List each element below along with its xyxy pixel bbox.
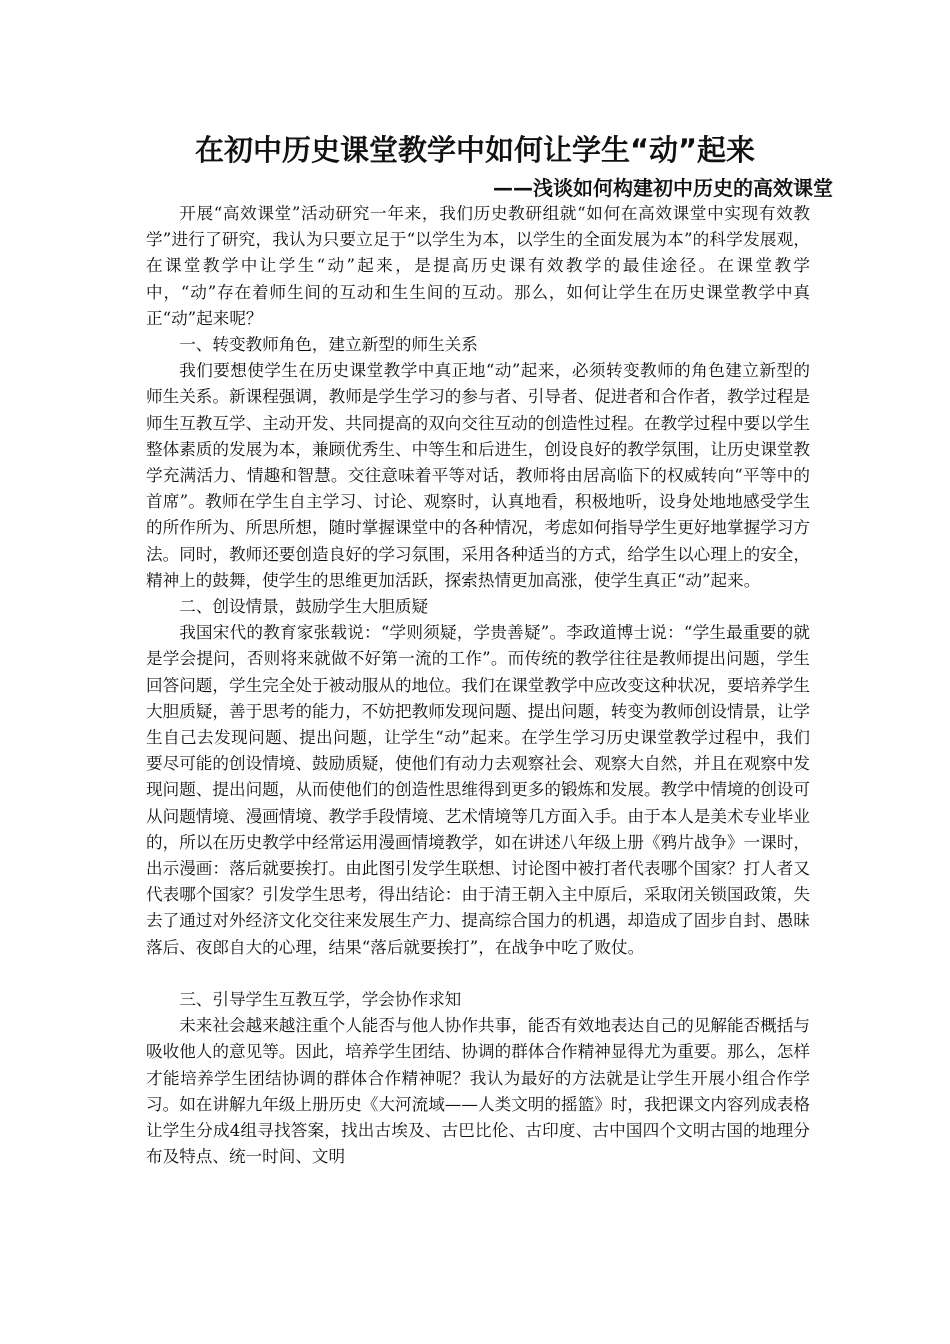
document-body	[146, 201, 810, 1170]
document-subtitle: ——浅谈如何构建初中历史的高效课堂	[493, 176, 833, 200]
paragraph-spacer	[146, 961, 810, 987]
section-heading-2: 二、创设情景，鼓励学生大胆质疑	[179, 597, 429, 617]
document-title: 在初中历史课堂教学中如何让学生“动”起来	[194, 133, 756, 167]
paragraph-section-2: 我国宋代的教育家张载说：“学则须疑，学贵善疑”。李政道博士说：“学生最重要的就是学会提问，否则将来就做不好第一流的工作”。而传统的教学往往是教师提出问题，学生回答问题，学生完全处于被动服从的地位。我们在课堂教学中应改变这种状况，要培养学生大胆质疑，善于思考的能力，不妨把教师发现问题、提出问题，转变为教师创设情景，让学生自己去发现问题、提出问题，让学生“动”起来。在学生学习历史课堂教学过程中，我们要尽可能的创设情境、鼓励质疑，使他们有动力去观察社会、观察大自然，并且在观察中发现问题、提出问题，从而使他们的创造性思维得到更多的锻炼和发展。教学中情境的创设可从问题情境、漫画情境、教学手段情境、艺术情境等几方面入手。由于本人是美术专业毕业的，所以在历史教学中经常运用漫画情境教学，如在讲述八年级上册《鸦片战争》一课时，出示漫画：落后就要挨打。由此图引发学生联想、讨论图中被打者代表哪个国家？打人者又代表哪个国家？引发学生思考，得出结论：由于清王朝入主中原后，采取闭关锁国政策，失去了通过对外经济文化交往来发展生产力、提高综合国力的机遇，却造成了固步自封、愚昧落后、夜郎自大的心理，结果“落后就要挨打”，在战争中吃了败仗。	[146, 623, 810, 957]
section-heading-3: 三、引导学生互教互学，学会协作求知	[179, 989, 462, 1009]
paragraph-section-1: 我们要想使学生在历史课堂教学中真正地“动”起来，必须转变教师的角色建立新型的师生关系。新课程强调，教师是学生学习的参与者、引导者、促进者和合作者，教学过程是师生互教互学、主动开发、共同提高的双向交往互动的创造性过程。在教学过程中要以学生整体素质的发展为本，兼顾优秀生、中等生和后进生，创设良好的教学氛围，让历史课堂教学充满活力、情趣和智慧。交往意味着平等对话，教师将由居高临下的权威转向“平等中的首席”。教师在学生自主学习、讨论、观察时，认真地看，积极地听，设身处地地感受学生的所作所为、所思所想，随时掌握课堂中的各种情况，考虑如何指导学生更好地掌握学习方法。同时，教师还要创造良好的学习氛围，采用各种适当的方式，给学生以心理上的安全，精神上的鼓舞，使学生的思维更加活跃，探索热情更加高涨，使学生真正“动”起来。	[146, 361, 810, 590]
paragraph-intro: 开展“高效课堂”活动研究一年来，我们历史教研组就“如何在高效课堂中实现有效教学”进行了研究，我认为只要立足于“以学生为本，以学生的全面发展为本”的科学发展观，在课堂教学中让学生“动”起来，是提高历史课有效教学的最佳途径。在课堂教学中，“动”存在着师生间的互动和生生间的互动。那么，如何让学生在历史课堂教学中真正“动”起来呢？	[146, 204, 810, 328]
section-heading-1: 一、转变教师角色，建立新型的师生关系	[179, 335, 478, 355]
paragraph-section-3: 未来社会越来越注重个人能否与他人协作共事，能否有效地表达自己的见解能否概括与吸收他人的意见等。因此，培养学生团结、协调的群体合作精神显得尤为重要。那么，怎样才能培养学生团结协调的群体合作精神呢？我认为最好的方法就是让学生开展小组合作学习。如在讲解九年级上册历史《大河流域——人类文明的摇篮》时，我把课文内容列成表格让学生分成4组寻找答案，找出古埃及、古巴比伦、古印度、古中国四个文明古国的地理分布及特点、统一时间、文明	[146, 1016, 810, 1167]
